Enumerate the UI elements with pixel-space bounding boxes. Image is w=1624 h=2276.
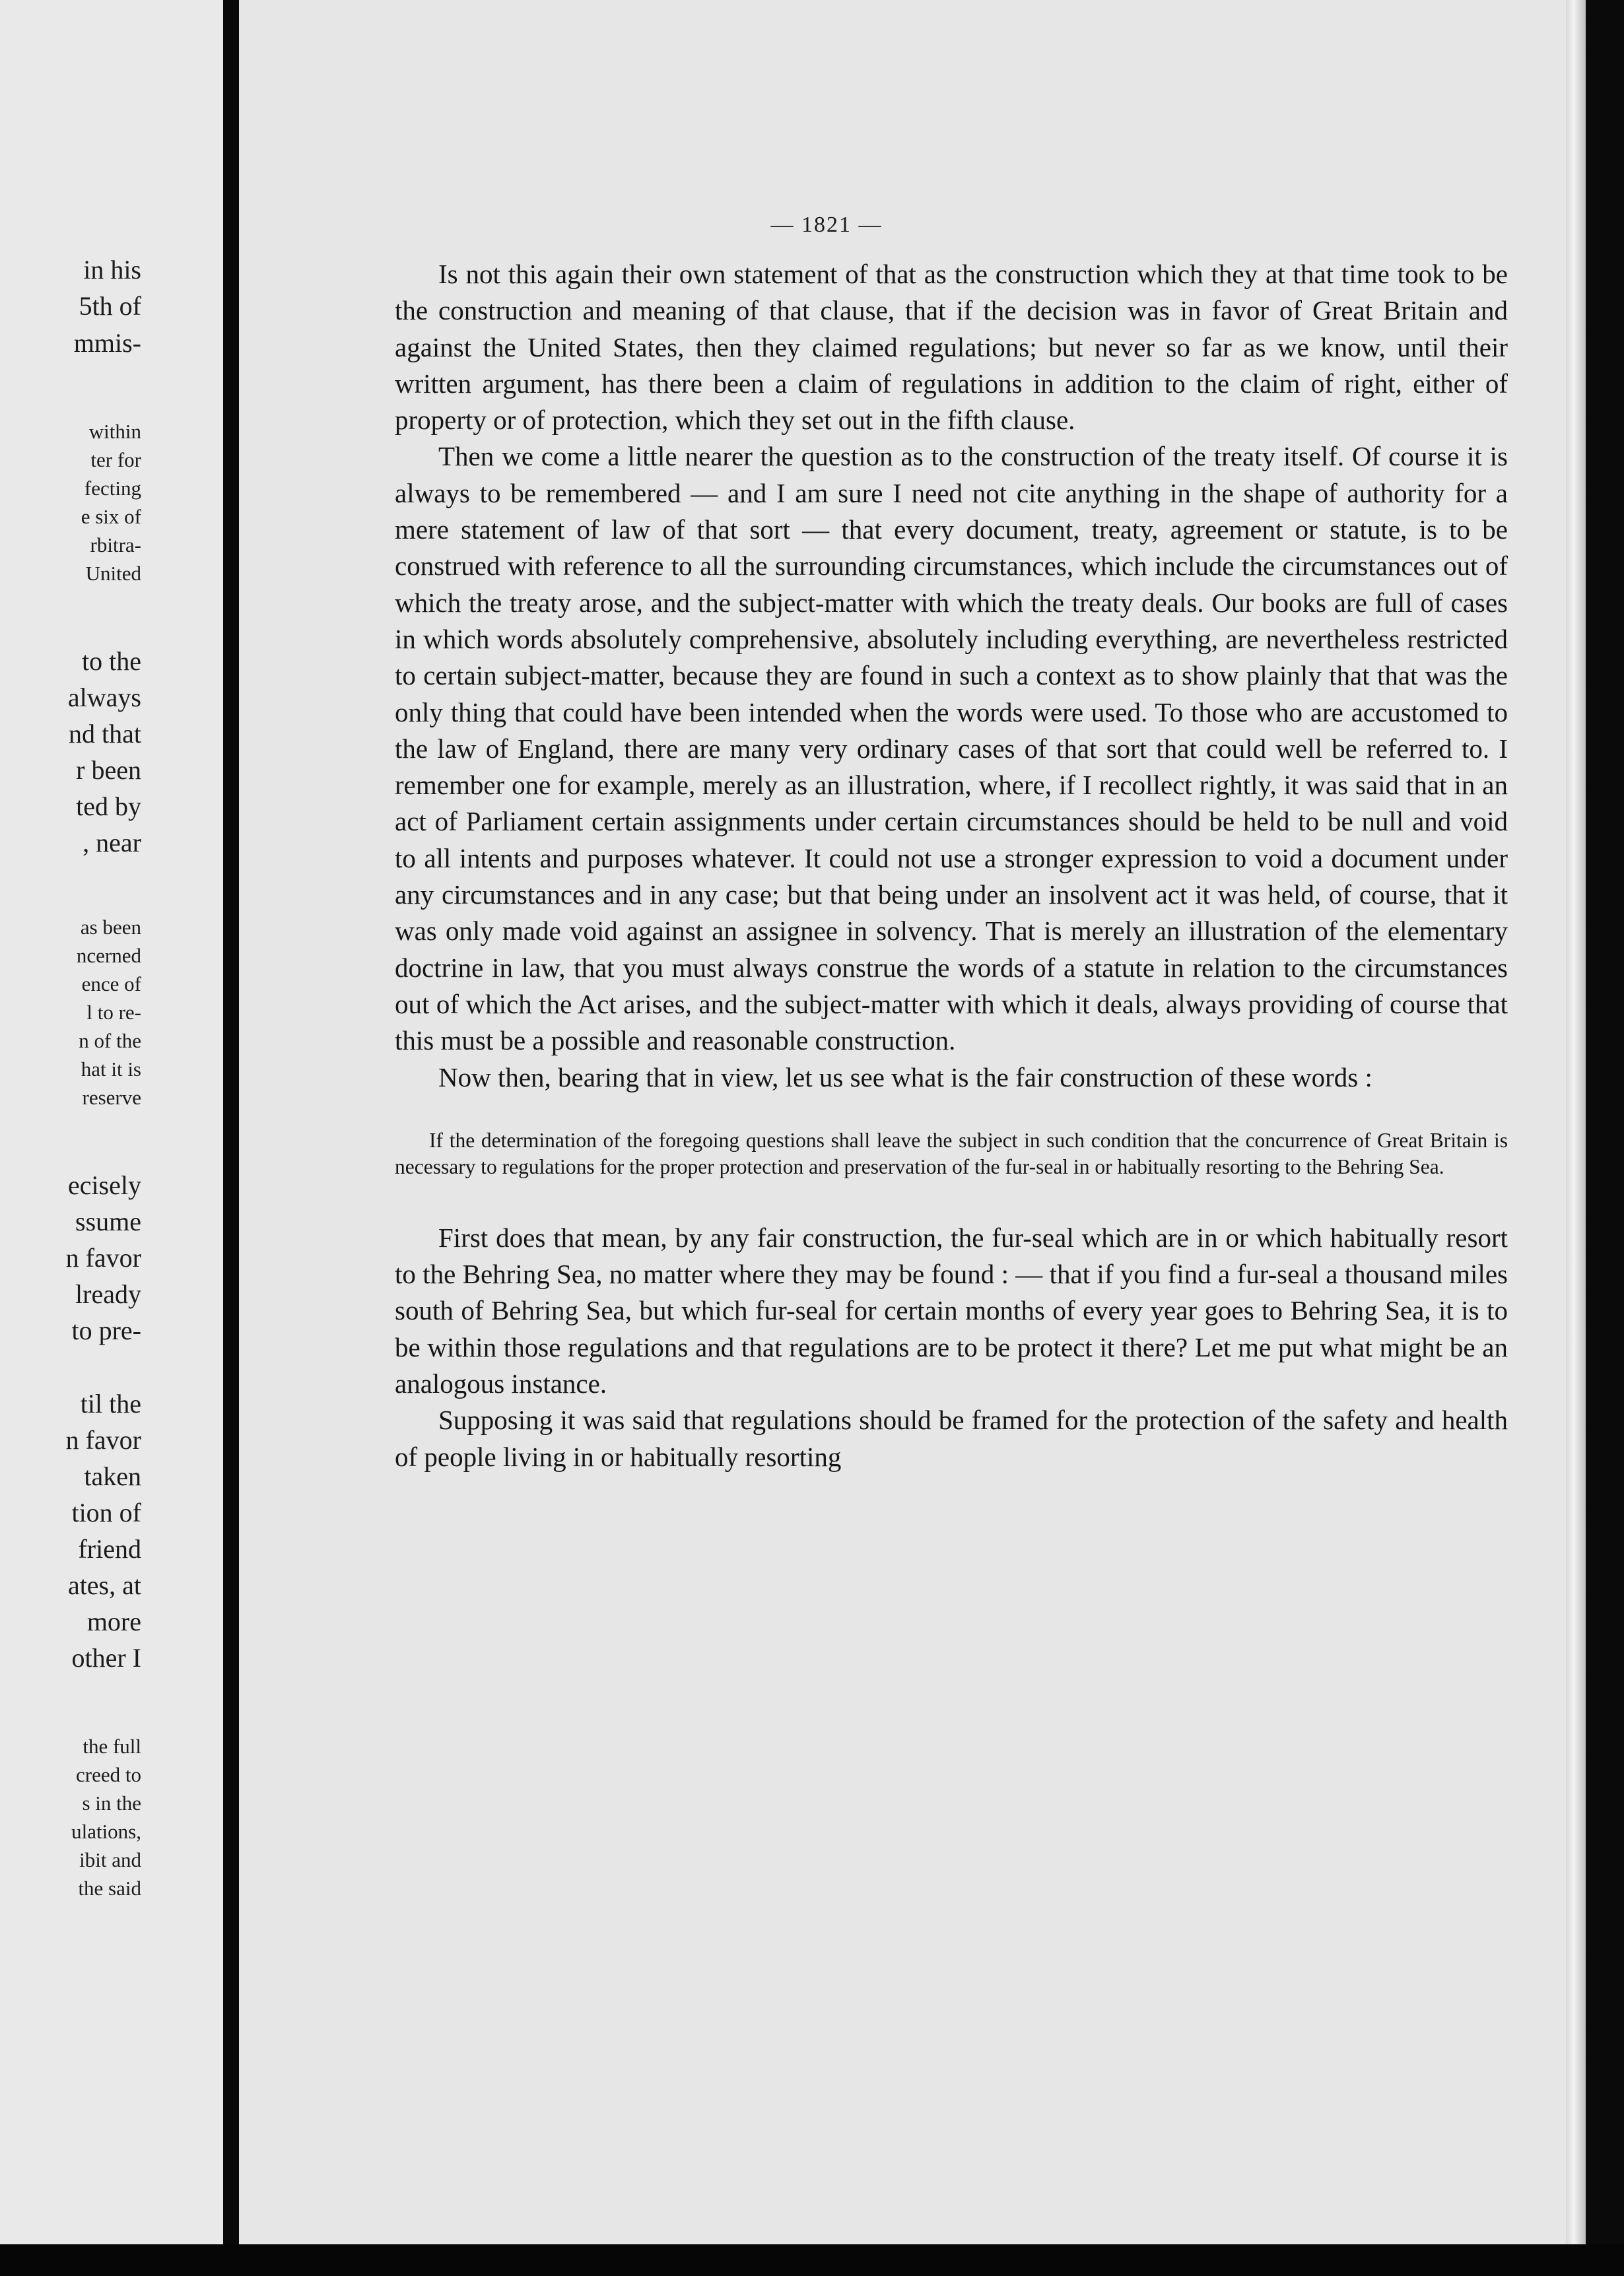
facing-page-text-fragment: as been <box>80 916 141 939</box>
facing-page-text-fragment: ates, at <box>67 1570 141 1600</box>
facing-page-text-fragment: hat it is <box>81 1057 141 1081</box>
facing-page-text-fragment: in his <box>83 255 141 284</box>
facing-page-text-fragment: always <box>67 683 141 712</box>
facing-page-text-fragment: ecisely <box>67 1170 141 1200</box>
facing-page-text-fragment: creed to <box>76 1763 141 1786</box>
scan-border-right <box>1586 0 1624 2276</box>
facing-page-text-fragment: ence of <box>81 972 141 995</box>
facing-page-left <box>0 0 223 2244</box>
facing-page-text-fragment: taken <box>84 1461 141 1491</box>
facing-page-text-fragment: rbitra- <box>90 533 141 556</box>
facing-page-text-fragment: n of the <box>79 1029 141 1052</box>
facing-page-text-fragment: within <box>88 420 141 443</box>
facing-page-text-fragment: the full <box>83 1735 141 1758</box>
facing-page-text-fragment: ter for <box>90 448 141 471</box>
block-quote: If the determination of the foregoing questions shall leave the subject in such condition that the concurrence of Great Britain is necessary to regulations for the proper protection and preservation of the fur-seal in or habitually resorting to the Behring Sea. <box>395 1128 1508 1178</box>
page-body <box>395 256 1508 1475</box>
facing-page-text-fragment: fecting <box>84 477 141 500</box>
facing-page-text-fragment: r been <box>76 755 141 785</box>
paragraph: Is not this again their own statement of that as the construction which they at that time took to be the construction and meaning of that clause, that if the decision was in favor of Great Britain and against the United States, then they claimed regulations; but never so far as we know, until their written argument, has there been a claim of regulations in addition to the claim of right, either of property or of protection, which they set out in the fifth clause. <box>395 259 1508 436</box>
paragraph: Supposing it was said that regulations should be framed for the protection of the safety and health of people living in or habitually resorting <box>395 1405 1508 1472</box>
paragraph: First does that mean, by any fair construction, the fur-seal which are in or which habitually resort to the Behring Sea, no matter where they may be found : — that if you find a fur-seal a thousand miles south of Behring Sea, but which fur-seal for certain months of every year goes to Behring Sea, it is to be within those regulations and that regulations are to be protect it there? Let me put what might be an analogous instance. <box>395 1222 1508 1399</box>
facing-page-text-fragment: reserve <box>82 1086 141 1109</box>
facing-page-text-fragment: friend <box>78 1534 141 1564</box>
scan-border-bottom <box>0 2244 1624 2276</box>
facing-page-text-fragment: ted by <box>76 791 141 821</box>
facing-page-text-fragment: n favor <box>65 1243 141 1273</box>
facing-page-text-fragment: l to re- <box>86 1001 141 1024</box>
facing-page-text-fragment: more <box>86 1607 141 1636</box>
paragraph: Now then, bearing that in view, let us see what is the fair construction of these words : <box>438 1061 1372 1092</box>
page-edge <box>1566 0 1586 2244</box>
facing-page-text-fragment: ncerned <box>76 944 141 967</box>
facing-page-text-fragment: , near <box>83 828 141 857</box>
book-gutter <box>223 0 239 2276</box>
facing-page-text-fragment: tion of <box>71 1498 141 1527</box>
facing-page-text-fragment: 5th of <box>79 291 141 321</box>
facing-page-text-fragment: the said <box>78 1877 141 1900</box>
facing-page-text-fragment: to pre- <box>71 1316 141 1345</box>
facing-page-text-fragment: e six of <box>81 505 141 528</box>
page-number: — 1821 — <box>770 213 883 237</box>
facing-page-text-fragment: United <box>85 562 141 585</box>
facing-page-text-fragment: ssume <box>75 1207 141 1236</box>
facing-page-text-fragment: nd that <box>69 719 141 749</box>
facing-page-text-fragment: lready <box>75 1279 141 1309</box>
page-right <box>239 0 1586 2244</box>
facing-page-text-fragment: mmis- <box>73 328 141 358</box>
facing-page-text-fragment: s in the <box>82 1791 141 1815</box>
paragraph: Then we come a little nearer the question as to the construction of the treaty itself. Of course it is always to be remembered — and I am sure I need not cite anything in the shape of authority for a mere statement of law of that sort — that every document, treaty, agreement or statute, is to be construed with reference to all the surrounding circumstances, which include the circumstances out of which the treaty arose, and the subject-matter with which the treaty deals. Our books are full of cases in which words absolutely comprehensive, absolutely including everything, are nevertheless restricted to certain subject-matter, because they are found in such a context as to show plainly that that was the only thing that could have been intended when the words were used. To those who are accustomed to the law of England, there are many very ordinary cases of that sort that could well be referred to. I remember one for example, merely as an illustration, where, if I recollect rightly, it was said that in an act of Parliament certain assignments under certain circumstances should be held to be null and void to all intents and purposes whatever. It could not use a stronger expression to void a document under any circumstances and in any case; but that being under an insolvent act it was held, of course, that it was only made void against an assignee in solvency. That is merely an illustration of the elementary doctrine in law, that you must always construe the words of a statute in relation to the circumstances out of which the Act arises, and the subject-matter with which it deals, always providing of course that this must be a possible and reasonable construction. <box>395 441 1508 1056</box>
facing-page-text-fragment: other I <box>71 1643 141 1673</box>
facing-page-text-fragment: n favor <box>65 1425 141 1455</box>
facing-page-text-fragment: ulations, <box>71 1820 141 1843</box>
facing-page-text-fragment: til the <box>80 1389 141 1419</box>
facing-page-text-fragment: ibit and <box>79 1848 141 1871</box>
facing-page-text-fragment: to the <box>82 646 141 676</box>
